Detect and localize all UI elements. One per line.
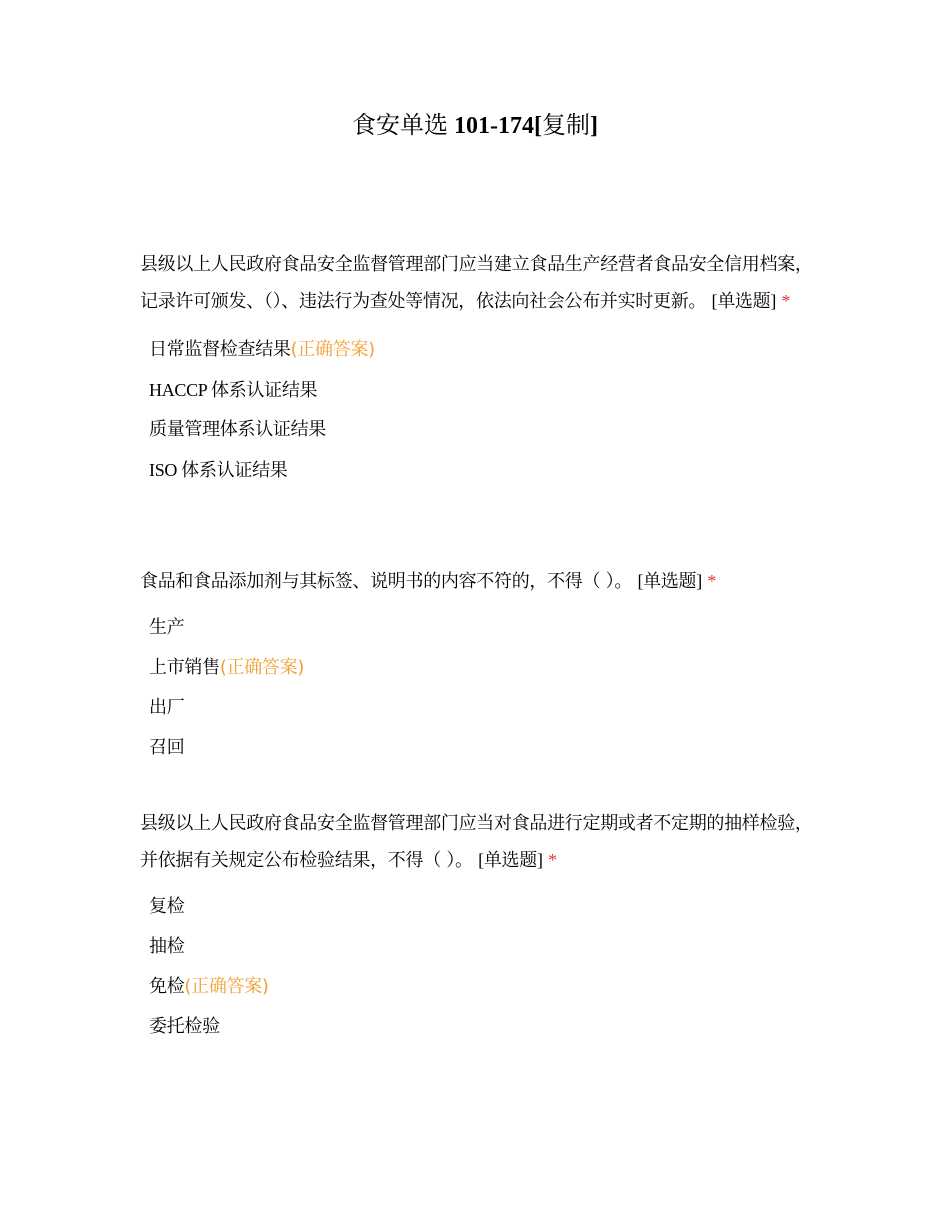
question-type-label: [单选题] bbox=[478, 850, 543, 870]
option-label: 委托检验 bbox=[149, 1016, 220, 1037]
option-label: ISO 体系认证结果 bbox=[149, 460, 288, 480]
option-item[interactable] bbox=[140, 648, 815, 688]
option-label: 日常监督检查结果 bbox=[149, 339, 291, 360]
correct-answer-tag: (正确答案) bbox=[290, 339, 375, 360]
question-stem: 县级以上人民政府食品安全监督管理部门应当对食品进行定期或者不定期的抽样检验，并依据有关规定公布检验结果，不得（ ）。 bbox=[140, 813, 813, 871]
question-type-label: [单选题] bbox=[637, 571, 702, 591]
question-text bbox=[140, 246, 815, 320]
title-text: 食安单选 bbox=[352, 113, 448, 139]
option-label: 上市销售 bbox=[149, 657, 220, 678]
option-label: HACCP 体系认证结果 bbox=[149, 380, 318, 400]
option-item[interactable] bbox=[140, 370, 815, 410]
required-mark: * bbox=[781, 291, 791, 311]
option-item[interactable] bbox=[140, 728, 815, 768]
required-mark: * bbox=[548, 850, 557, 870]
question-3 bbox=[140, 805, 815, 1047]
question-stem: 县级以上人民政府食品安全监督管理部门应当建立食品生产经营者食品安全信用档案，记录许可颁发、（）、违法行为查处等情况，依法向社会公布并实时更新。 bbox=[140, 254, 813, 312]
option-list bbox=[140, 330, 815, 490]
option-item[interactable] bbox=[140, 450, 815, 490]
option-label: 复检 bbox=[149, 896, 185, 917]
correct-answer-tag: (正确答案) bbox=[219, 657, 305, 678]
option-item[interactable] bbox=[140, 927, 815, 967]
option-item[interactable] bbox=[140, 410, 815, 450]
option-label: 免检 bbox=[149, 976, 185, 997]
question-2 bbox=[140, 563, 815, 768]
question-type-label: [单选题] bbox=[711, 291, 777, 311]
correct-answer-tag: (正确答案) bbox=[184, 976, 269, 997]
option-item[interactable] bbox=[140, 887, 815, 927]
option-list bbox=[140, 887, 815, 1047]
option-item[interactable] bbox=[140, 688, 815, 728]
option-label: 出厂 bbox=[149, 697, 185, 718]
page-title bbox=[0, 108, 950, 144]
option-item[interactable] bbox=[140, 608, 815, 648]
option-item[interactable] bbox=[140, 1007, 815, 1047]
option-label: 抽检 bbox=[149, 936, 185, 957]
option-label: 生产 bbox=[149, 617, 185, 638]
option-list bbox=[140, 608, 815, 768]
option-item[interactable] bbox=[140, 967, 815, 1007]
title-bracket: ] bbox=[589, 113, 598, 139]
question-1 bbox=[140, 246, 815, 490]
option-label: 召回 bbox=[149, 737, 185, 758]
question-text bbox=[140, 805, 815, 879]
question-text bbox=[140, 563, 815, 600]
title-copy-label: 复制 bbox=[541, 113, 590, 139]
required-mark: * bbox=[707, 571, 717, 591]
option-label: 质量管理体系认证结果 bbox=[149, 419, 326, 440]
option-item[interactable] bbox=[140, 330, 815, 370]
title-range: 101-174[ bbox=[454, 113, 542, 139]
question-stem: 食品和食品添加剂与其标签、说明书的内容不符的，不得（ ）。 bbox=[140, 571, 633, 592]
